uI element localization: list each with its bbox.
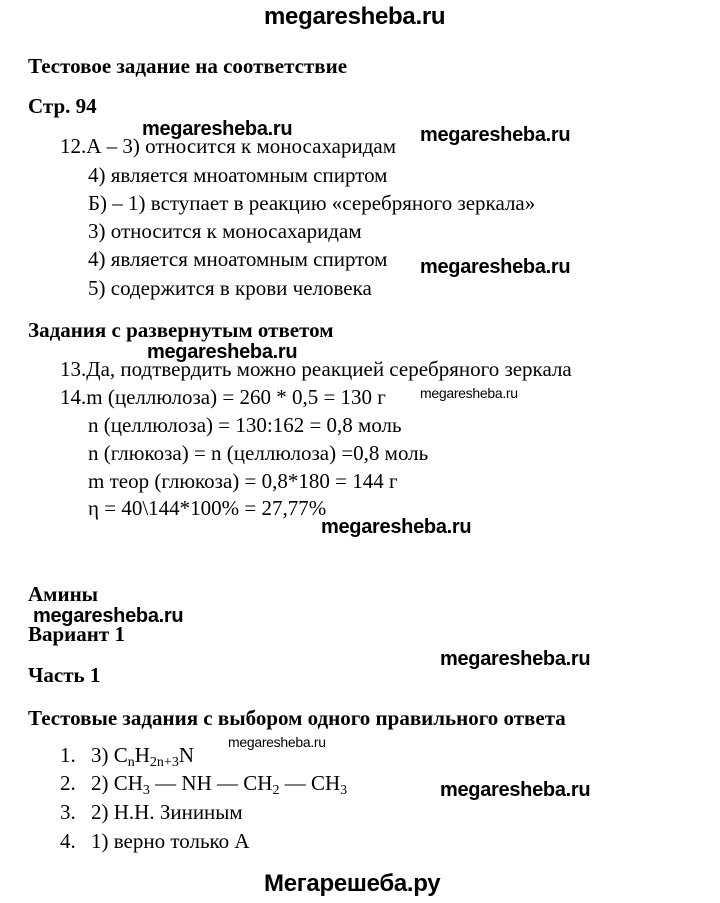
list-item — [60, 771, 347, 796]
watermark: megaresheba.ru — [440, 779, 591, 801]
watermark: megaresheba.ru — [420, 124, 571, 146]
formula-subscript: 2n+3 — [149, 755, 179, 770]
part-label: Часть 1 — [28, 663, 101, 687]
watermark: megaresheba.ru — [420, 256, 571, 278]
formula-part: N — [178, 743, 194, 767]
answer-line: 5) содержится в крови человека — [88, 276, 372, 300]
page-number: Стр. 94 — [28, 94, 97, 118]
answer-line: n (глюкоза) = n (целлюлоза) =0,8 моль — [88, 441, 429, 465]
list-item — [60, 800, 243, 825]
answer-line: 4) является мноатомным спиртом — [88, 247, 388, 271]
site-header: megaresheba.ru — [264, 3, 446, 30]
variant-label: Вариант 1 — [28, 622, 125, 646]
section-title-matching: Тестовое задание на соответствие — [28, 54, 348, 78]
formula-subscript: 3 — [340, 783, 348, 798]
section-title-extended: Задания с развернутым ответом — [28, 318, 334, 342]
answer-line: η = 40\144*100% = 27,77% — [88, 496, 327, 520]
answer-line: n (целлюлоза) = 130:162 = 0,8 моль — [88, 413, 402, 437]
section-subtitle: Тестовые задания с выбором одного правильного ответа — [28, 706, 566, 730]
item-number: 1. — [60, 743, 76, 767]
item-number: 3. — [60, 800, 76, 824]
section-title-amines: Амины — [28, 582, 99, 606]
watermark: megaresheba.ru — [147, 341, 298, 363]
formula-prefix: 3) C — [91, 743, 128, 767]
list-item — [60, 829, 250, 854]
formula-subscript: 2 — [272, 783, 280, 798]
answer-line: 3) относится к моносахаридам — [88, 219, 362, 243]
watermark: megaresheba.ru — [142, 118, 293, 140]
formula-prefix: 2) CH — [91, 771, 143, 795]
item-number: 4. — [60, 829, 76, 853]
formula-part: — CH — [279, 771, 341, 795]
watermark: megaresheba.ru — [440, 648, 591, 670]
answer-line: m теор (глюкоза) = 0,8*180 = 144 г — [88, 469, 398, 493]
item-number: 2. — [60, 771, 76, 795]
watermark: megaresheba.ru — [228, 734, 326, 750]
formula-part: H — [134, 743, 150, 767]
answer-line: Б) – 1) вступает в реакцию «серебряного зеркала» — [88, 191, 536, 215]
formula-part: — NH — CH — [149, 771, 273, 795]
item-text: 1) верно только А — [91, 829, 250, 853]
answer-line: 14.m (целлюлоза) = 260 * 0,5 = 130 г — [60, 385, 386, 409]
list-item — [60, 743, 194, 768]
watermark: megaresheba.ru — [420, 385, 518, 401]
answer-line: 4) является мноатомным спиртом — [88, 163, 388, 187]
watermark: megaresheba.ru — [321, 516, 472, 538]
formula-subscript: n — [127, 755, 135, 770]
item-text: 2) Н.Н. Зининым — [91, 800, 243, 824]
answer-line: 13.Да, подтвердить можно реакцией серебряного зеркала — [60, 357, 572, 381]
formula-subscript: 3 — [142, 783, 150, 798]
site-footer: Мегарешеба.ру — [264, 870, 441, 897]
watermark: megaresheba.ru — [33, 605, 184, 627]
answer-line: 12.А – 3) относится к моносахаридам — [60, 134, 397, 158]
